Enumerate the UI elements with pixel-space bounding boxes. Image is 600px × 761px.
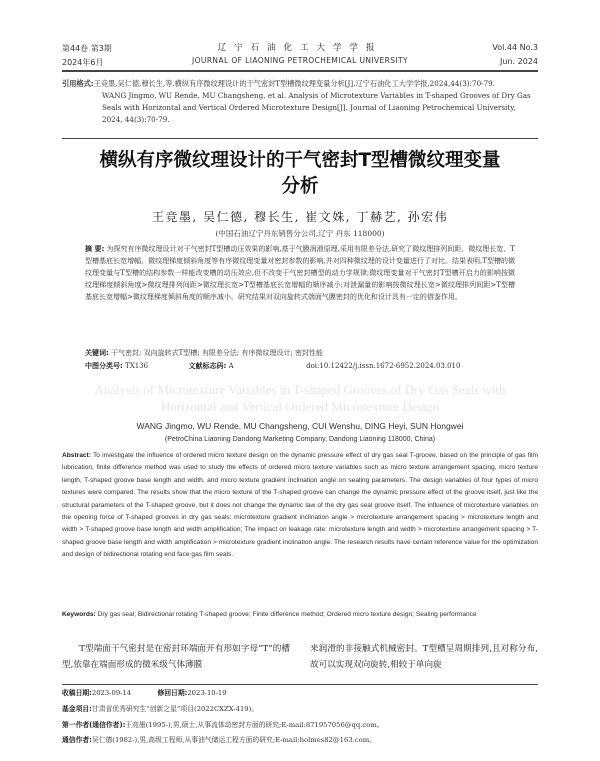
clc-label: 中图分类号:	[85, 362, 123, 370]
journal-name-en: JOURNAL OF LIAONING PETROCHEMICAL UNIVERSITY	[192, 56, 408, 65]
dates-line	[62, 686, 538, 702]
revised-date: 2023-10-19	[187, 689, 227, 697]
paper-title-cn-line1: 横纵有序微纹理设计的干气密封T型槽微纹理变量	[99, 150, 501, 171]
corresponding-author-line	[62, 733, 538, 749]
citation-block	[62, 78, 538, 126]
affiliation-en: (PetroChina Liaoning Dandong Marketing Company, Dandong Liaoning 118000, China)	[164, 436, 436, 443]
keywords-cn-text: 干气密封; 双向旋转式T型槽; 有限差分法; 有序微纹理设计; 密封性能	[111, 349, 324, 357]
keywords-cn	[85, 348, 323, 358]
doc-code-value: A	[228, 362, 234, 370]
affiliation-cn: (中国石油辽宁丹东销售分公司,辽宁 丹东 118000)	[215, 229, 385, 238]
citation-label: 引用格式:	[62, 79, 94, 88]
received-label: 收稿日期:	[62, 689, 92, 697]
volume-issue-en: Vol.44 No.3	[492, 43, 538, 52]
paper-title-cn-line2: 分析	[281, 176, 319, 197]
body-text-right-column: 来润滑的非接触式机械密封。T型槽呈周期排列,且对称分布,故可以实现双向旋转,相较于单向旋	[310, 644, 538, 670]
date-cn: 2024年6月	[62, 58, 104, 67]
keywords-en-text: Dry gas seal; Bidirectional rotating T-shaped groove; Finite difference method; Ordered micro texture design; Sealing performance	[97, 611, 477, 618]
doc-code-label: 文献标志码:	[188, 362, 227, 370]
fund-text: 甘肃省优秀研究生“创新之星”项目(2022CXZX-419)。	[91, 704, 259, 713]
fund-line	[62, 702, 538, 718]
keywords-en	[62, 609, 538, 621]
clc-value: TX136	[125, 362, 149, 370]
classification-line	[85, 361, 515, 371]
first-author-label: 第一作者(通信作者):	[62, 720, 126, 729]
abstract-cn	[85, 243, 515, 303]
revised-label: 修回日期:	[157, 689, 188, 697]
footnotes	[62, 686, 538, 749]
citation-cn: 王竞墨,吴仁德,穆长生,等.横纵有序微纹理设计的干气密封T型槽微纹理变量分析[J].辽宁石油化工大学学报,2024,44(3):70-79.	[93, 79, 496, 88]
paper-title-en-line2: Horizontal and Vertical Ordered Microtexture Design	[160, 399, 440, 414]
paper-title-en-line1: Analysis of Microtexture Variables in T-shaped Grooves of Dry Gas Seals with	[94, 382, 506, 397]
journal-name-cn: 辽宁石油化工大学学报	[217, 43, 383, 53]
volume-issue-cn: 第44卷 第3期	[62, 44, 112, 53]
first-author-line	[62, 718, 538, 734]
date-en: Jun. 2024	[500, 57, 538, 66]
paper-title-cn	[62, 148, 538, 200]
abstract-cn-text: 为探究有序微纹理设计对干气密封T型槽动压效果的影响,基于气膜润滑原理,采用有限差分法,研究了微纹理排列间距、微纹理长宽、T型槽基底长宽增幅、微纹理梯度倾斜角度等有序微纹理变量对密封参数的影响,并对四种微纹理的设计变量进行了对比。结果表明,T型槽的微纹理变量与T型槽的结构参数一样能改变槽的动压效应,但不改变干气密封槽型的动力学规律;微纹理变量对干气密封T型槽开启力的影响按微纹理梯度倾斜角度>微纹理排列间距>微纹理长宽>T型槽基底长宽增幅的顺序减小;对泄漏量的影响按微纹理长宽>微纹理排列间距>T型槽基底长宽增幅>微纹理梯度倾斜角度的顺序减小。研究结果对双向旋转式端面气膜密封的优化和设计具有一定的借鉴作用。	[85, 245, 515, 302]
keywords-en-label: Keywords:	[62, 611, 96, 618]
doi: doi:10.12422/j.issn.1672-6952.2024.03.010	[306, 362, 461, 370]
authors-en: WANG Jingmo, WU Rende, MU Changsheng, CUI Wenshu, DING Heyi, SUN Hongwei	[136, 421, 464, 431]
first-author-text: 王竞墨(1995-),男,硕士,从事流体动密封方面的研究;E-mail:871957056@qq.com。	[125, 720, 384, 729]
abstract-en	[62, 450, 538, 562]
authors-cn: 王竞墨, 吴仁德, 穆长生, 崔文姝, 丁赫艺, 孙宏伟	[151, 210, 449, 224]
paper-title-en	[62, 381, 538, 415]
body-text-left-column: T型端面干气密封是在密封环端面开有形如字母“T”的槽型,依靠在端面形成的微米级气体薄膜	[62, 644, 290, 670]
keywords-cn-label: 关键词:	[85, 349, 109, 357]
corresponding-author-label: 通信作者:	[62, 736, 92, 745]
abstract-en-label: Abstract:	[62, 452, 91, 459]
citation-rule	[62, 138, 538, 139]
abstract-en-text: To investigate the influence of ordered micro texture design on the dynamic pressure effect of dry gas seal T-groove, based on the principle of gas film lubrication, finite difference method was used to study the effects of ordered micro texture variables such as micro texture arrangement spacing, micro texture length, T-shaped groove base length and width, and micro texture gradient inclination angle on sealing parameters. The design variables of four types of micro textures were compared. The results show that the micro texture of the T-shaped groove can change the dynamic pressure effect of the groove itself, just like the structural parameters of the T-shaped groove, but it does not change the dynamic law of the dry gas seal groove itself. The influence of microtexture variables on the opening force of T-shaped grooves in dry gas seals: microtexture gradient inclination angle > microtexture arrangement spacing > microtexture length and width > T-shaped groove base length and width amplification; The impact on leakage rate: microtexture length and width > microtexture arrangement spacing > T-shaped groove base length and width amplification > microtexture gradient inclination angle. The research results have certain reference value for the optimization and design of bidirectional rotating end face gas film seals.	[62, 452, 538, 559]
abstract-cn-label: 摘 要:	[85, 245, 105, 253]
footnote-rule	[62, 684, 538, 685]
received-date: 2023-09-14	[91, 689, 132, 697]
corresponding-author-text: 吴仁德(1982-),男,高级工程师,从事油气储运工程方面的研究;E-mail:holmes82@163.com。	[91, 736, 376, 745]
fund-label: 基金项目:	[62, 704, 92, 713]
citation-en: WANG Jingmo, WU Rende, MU Changsheng, et al. Analysis of Microtexture Variables in T-shaped Grooves of Dry Gas Seals with Horizontal and Vertical Ordered Microtexture Design[J]. Journal of Liaoning Petrochemical University, 2024, 44(3):70-79.	[102, 91, 531, 124]
header-rule	[62, 70, 538, 72]
